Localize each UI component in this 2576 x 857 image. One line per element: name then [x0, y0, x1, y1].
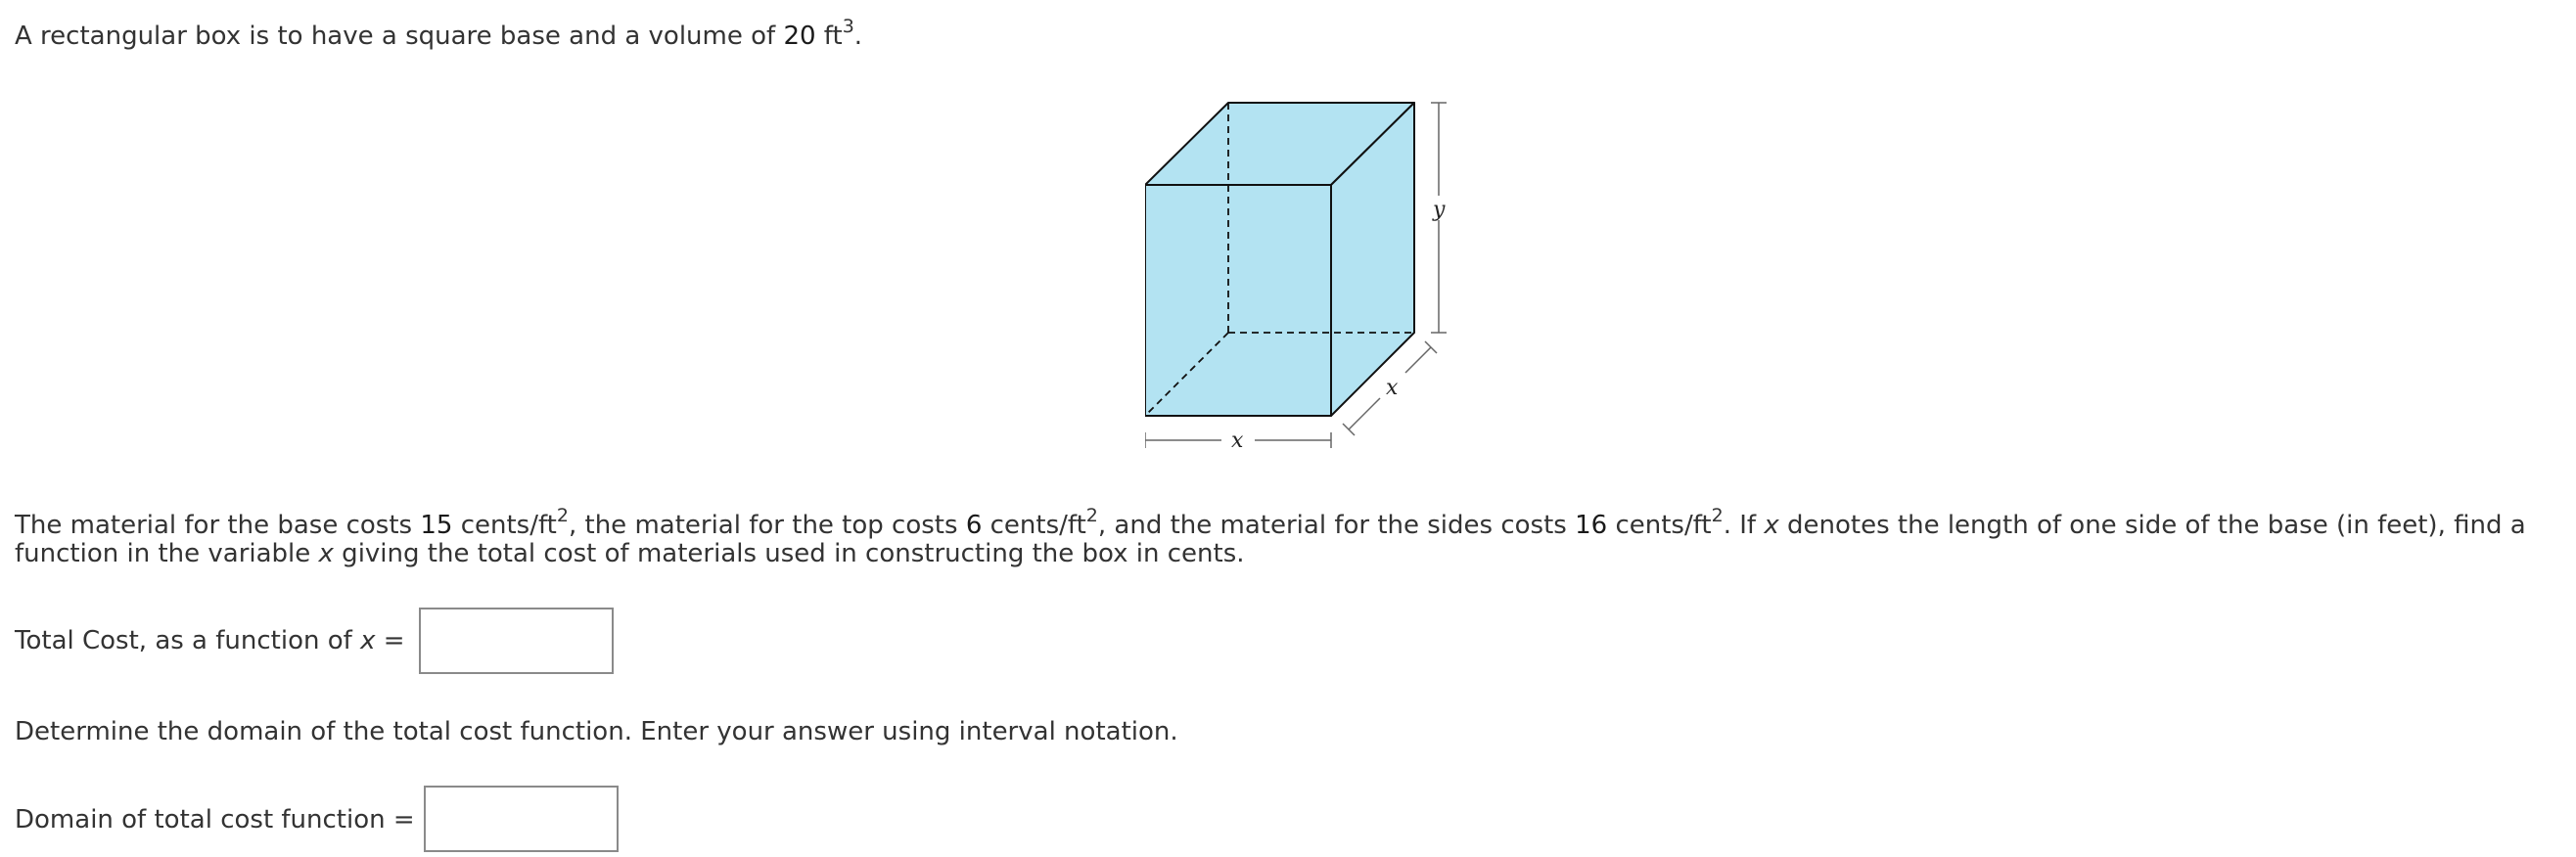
label-x-depth: x: [1386, 376, 1399, 400]
side-cost-exponent: 2: [1711, 505, 1724, 527]
domain-input[interactable]: [424, 786, 619, 852]
volume-exponent: 3: [842, 16, 854, 38]
label-x-front: x: [1231, 428, 1244, 453]
volume-unit: ft: [815, 22, 843, 51]
top-cost: 6: [965, 511, 983, 540]
cost-text-4: . If: [1723, 511, 1765, 540]
domain-label: Domain of total cost function =: [15, 805, 415, 834]
side-cost: 16: [1575, 511, 1608, 540]
cost-line2-variable: x: [318, 539, 334, 568]
total-cost-input[interactable]: [419, 608, 614, 674]
intro-text: [15, 16, 863, 51]
intro-text-after: .: [853, 22, 863, 51]
cost-text-5: denotes the length of one side of the base (in feet), find a: [1778, 511, 2526, 540]
total-cost-variable: x: [360, 626, 376, 655]
box-figure: [1145, 93, 1458, 455]
label-y: y: [1433, 198, 1446, 222]
intro-text-before: A rectangular box is to have a square base and a volume of: [15, 22, 784, 51]
total-cost-label: [15, 626, 405, 655]
base-cost: 15: [420, 511, 453, 540]
base-cost-exponent: 2: [556, 505, 569, 527]
cost-text-3: , and the material for the sides costs: [1097, 511, 1576, 540]
cost-variable: x: [1764, 511, 1779, 540]
volume-value: 20: [783, 22, 816, 51]
cost-line2-text-b: giving the total cost of materials used in constructing the box in cents.: [333, 539, 1245, 568]
total-cost-label-text: Total Cost, as a function of: [15, 626, 361, 655]
cost-text-1: The material for the base costs: [15, 511, 421, 540]
base-cost-unit: cents/ft: [452, 511, 557, 540]
domain-instruction: Determine the domain of the total cost function. Enter your answer using interval notation.: [15, 717, 1178, 746]
side-cost-unit: cents/ft: [1607, 511, 1712, 540]
cost-paragraph-line1: [15, 505, 2526, 540]
top-cost-unit: cents/ft: [982, 511, 1086, 540]
top-cost-exponent: 2: [1085, 505, 1098, 527]
cost-line2-text-a: function in the variable: [15, 539, 319, 568]
total-cost-equals: =: [375, 626, 405, 655]
cost-text-2: , the material for the top costs: [568, 511, 966, 540]
cost-paragraph-line2: [15, 539, 1245, 568]
box-face-front: [1145, 185, 1331, 416]
